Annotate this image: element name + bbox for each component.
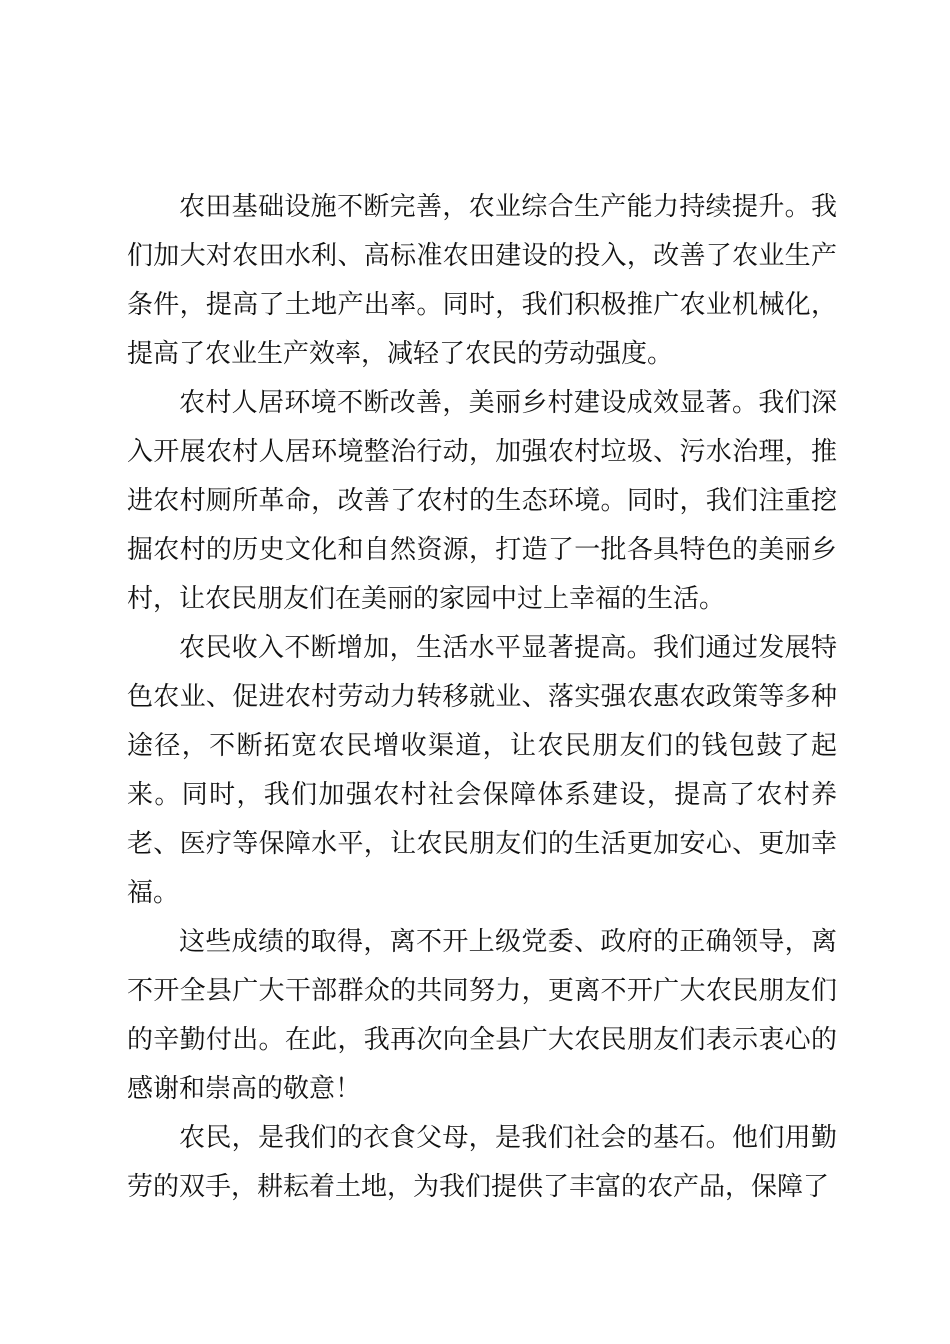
paragraph-farmers-foundation: 农民，是我们的衣食父母，是我们社会的基石。他们用勤劳的双手，耕耘着土地，为我们提供了丰富的农产品，保障了	[127, 1123, 837, 1202]
paragraph-farmland-infrastructure: 农田基础设施不断完善，农业综合生产能力持续提升。我们加大对农田水利、高标准农田建设的投入，改善了农业生产条件，提高了土地产出率。同时，我们积极推广农业机械化，提高了农业生产效率，减轻了农民的劳动强度。	[127, 192, 837, 369]
paragraph-rural-environment: 农村人居环境不断改善，美丽乡村建设成效显著。我们深入开展农村人居环境整治行动，加强农村垃圾、污水治理，推进农村厕所革命，改善了农村的生态环境。同时，我们注重挖掘农村的历史文化和自然资源，打造了一批各具特色的美丽乡村，让农民朋友们在美丽的家园中过上幸福的生活。	[127, 388, 837, 614]
paragraph-farmer-income: 农民收入不断增加，生活水平显著提高。我们通过发展特色农业、促进农村劳动力转移就业、落实强农惠农政策等多种途径，不断拓宽农民增收渠道，让农民朋友们的钱包鼓了起来。同时，我们加强农村社会保障体系建设，提高了农村养老、医疗等保障水平，让农民朋友们的生活更加安心、更加幸福。	[127, 633, 837, 908]
paragraph-acknowledgement: 这些成绩的取得，离不开上级党委、政府的正确领导，离不开全县广大干部群众的共同努力，更离不开广大农民朋友们的辛勤付出。在此，我再次向全县广大农民朋友们表示衷心的感谢和崇高的敬意！	[127, 927, 837, 1104]
document-body	[127, 183, 837, 1212]
